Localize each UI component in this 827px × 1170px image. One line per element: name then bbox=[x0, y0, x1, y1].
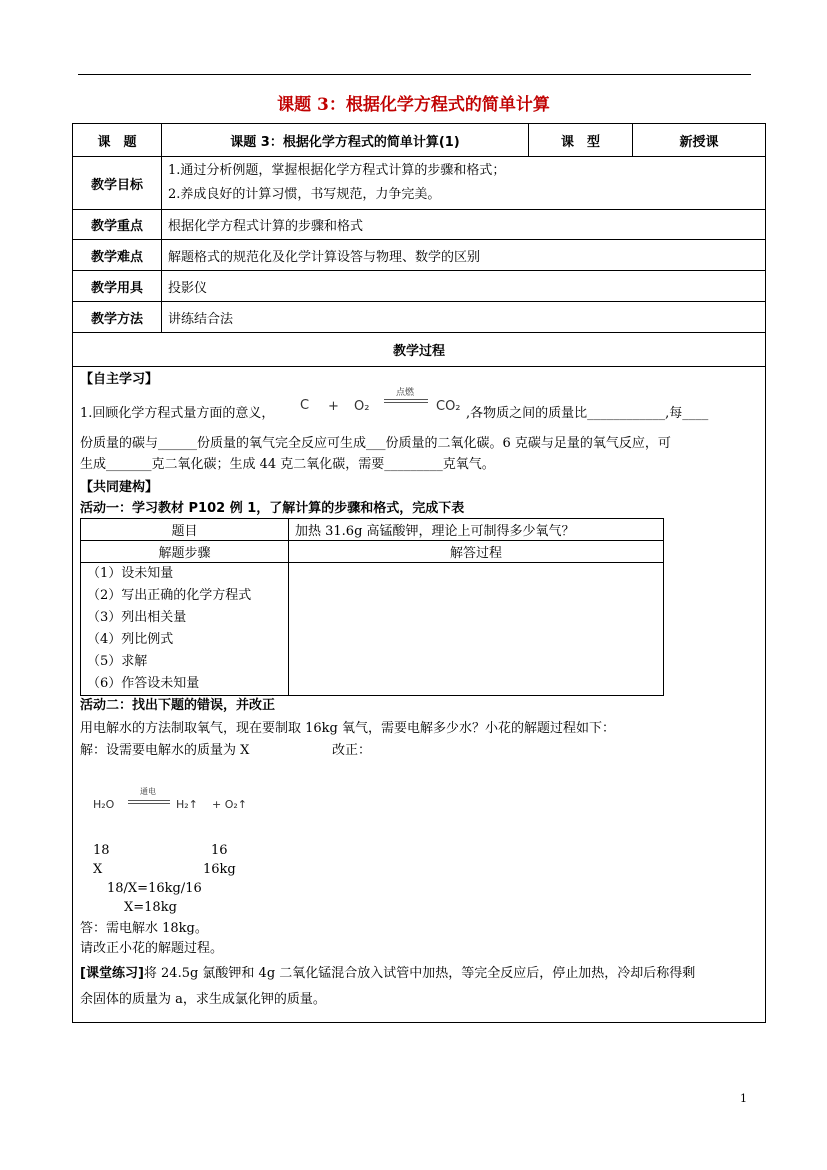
equation-condition: 点燃 bbox=[396, 388, 415, 398]
focus-value: 根据化学方程式计算的步骤和格式 bbox=[162, 210, 766, 240]
unknown-x: X bbox=[93, 862, 103, 877]
topic-value: 课题 3：根据化学方程式的简单计算(1) bbox=[162, 124, 529, 157]
goal-value bbox=[162, 157, 766, 210]
activity-2-heading: 活动二：找出下题的错误，并改正 bbox=[80, 698, 276, 713]
process-label: 教学过程 bbox=[73, 333, 766, 367]
question-1-line-1 bbox=[80, 402, 274, 421]
equation-2-arrow bbox=[128, 800, 170, 804]
step-3: （3）列出相关量 bbox=[87, 610, 187, 625]
self-study-heading: 【自主学习】 bbox=[80, 372, 159, 387]
type-value: 新授课 bbox=[633, 124, 766, 157]
co-build-heading: 【共同建构】 bbox=[80, 480, 159, 495]
focus-label: 教学重点 bbox=[73, 210, 162, 240]
equation-2-water: H₂O bbox=[93, 798, 115, 811]
equation-plus: + bbox=[328, 399, 339, 414]
equation-2-oxygen: + O₂↑ bbox=[212, 798, 247, 811]
difficulty-label: 教学难点 bbox=[73, 240, 162, 271]
question-2-text: 用电解水的方法制取氧气，现在要制取 16kg 氧气，需要电解多少水？小花的解题过程如下： bbox=[80, 721, 616, 736]
activity-1-table bbox=[80, 518, 664, 696]
equation-2-hydrogen: H₂↑ bbox=[176, 798, 198, 811]
equation-arrow bbox=[384, 399, 428, 403]
practice-label: [课堂练习] bbox=[80, 966, 144, 981]
steps-head: 解题步骤 bbox=[81, 541, 289, 563]
mass-water: 18 bbox=[93, 843, 110, 858]
step-6: （6）作答设未知量 bbox=[87, 676, 200, 691]
step-2: （2）写出正确的化学方程式 bbox=[87, 588, 252, 603]
steps-list bbox=[81, 563, 289, 696]
ratio-line: 18/X=16kg/16 bbox=[107, 881, 202, 896]
goal-2: 2.养成良好的计算习惯，书写规范，力争完美。 bbox=[168, 187, 441, 202]
known-16kg: 16kg bbox=[203, 862, 236, 877]
tools-value: 投影仪 bbox=[162, 271, 766, 302]
process-head: 解答过程 bbox=[289, 541, 664, 563]
document-title: 课题 3：根据化学方程式的简单计算 bbox=[277, 95, 550, 115]
activity-1-heading: 活动一：学习教材 P102 例 1，了解计算的步骤和格式，完成下表 bbox=[80, 501, 465, 516]
topic-head: 题目 bbox=[81, 519, 289, 541]
practice-line-1 bbox=[80, 962, 695, 981]
answer-line: 答：需电解水 18kg。 bbox=[80, 921, 208, 936]
equation-2-condition: 通电 bbox=[140, 787, 156, 796]
topic-label: 课 题 bbox=[73, 124, 162, 157]
question-2-solve: 解：设需要电解水的质量为 X bbox=[80, 743, 250, 758]
equation-carbon: C bbox=[300, 398, 310, 413]
mass-oxygen: 16 bbox=[211, 843, 228, 858]
answer-area bbox=[289, 563, 664, 696]
step-4: （4）列比例式 bbox=[87, 632, 174, 647]
practice-text-1: 将 24.5g 氯酸钾和 4g 二氧化锰混合放入试管中加热，等完全反应后，停止加热，冷却后称得剩 bbox=[143, 966, 696, 981]
goal-1: 1.通过分析例题，掌握根据化学方程式计算的步骤和格式； bbox=[168, 163, 506, 178]
goal-label: 教学目标 bbox=[73, 157, 162, 210]
equation-co2: CO₂ bbox=[436, 399, 461, 414]
result-line: X=18kg bbox=[124, 900, 177, 915]
question-1-suffix: ,各物质之间的质量比____________,每____ bbox=[466, 406, 709, 421]
lesson-info-table bbox=[72, 123, 766, 367]
method-label: 教学方法 bbox=[73, 302, 162, 333]
tools-label: 教学用具 bbox=[73, 271, 162, 302]
question-2-correct: 改正： bbox=[332, 743, 372, 758]
equation-oxygen: O₂ bbox=[354, 399, 370, 414]
step-5: （5）求解 bbox=[87, 654, 148, 669]
question-1-line-3: 生成_______克二氧化碳；生成 44 克二氧化碳，需要_________克氧气。 bbox=[80, 457, 495, 472]
type-label: 课 型 bbox=[529, 124, 633, 157]
step-1: （1）设未知量 bbox=[87, 566, 174, 581]
method-value: 讲练结合法 bbox=[162, 302, 766, 333]
question-1-prefix: 1.回顾化学方程式量方面的意义， bbox=[80, 406, 275, 421]
question-1-line-2: 份质量的碳与______份质量的氧气完全反应可生成___份质量的二氧化碳。6 克碳与足量的氧气反应，可 bbox=[80, 436, 671, 451]
header-rule bbox=[78, 74, 751, 75]
practice-line-2: 余固体的质量为 a，求生成氯化钾的质量。 bbox=[80, 992, 326, 1007]
instruction-line: 请改正小花的解题过程。 bbox=[80, 941, 224, 956]
difficulty-value: 解题格式的规范化及化学计算设答与物理、数学的区别 bbox=[162, 240, 766, 271]
topic-text: 加热 31.6g 高锰酸钾，理论上可制得多少氧气？ bbox=[289, 519, 664, 541]
page-number: 1 bbox=[740, 1092, 747, 1105]
